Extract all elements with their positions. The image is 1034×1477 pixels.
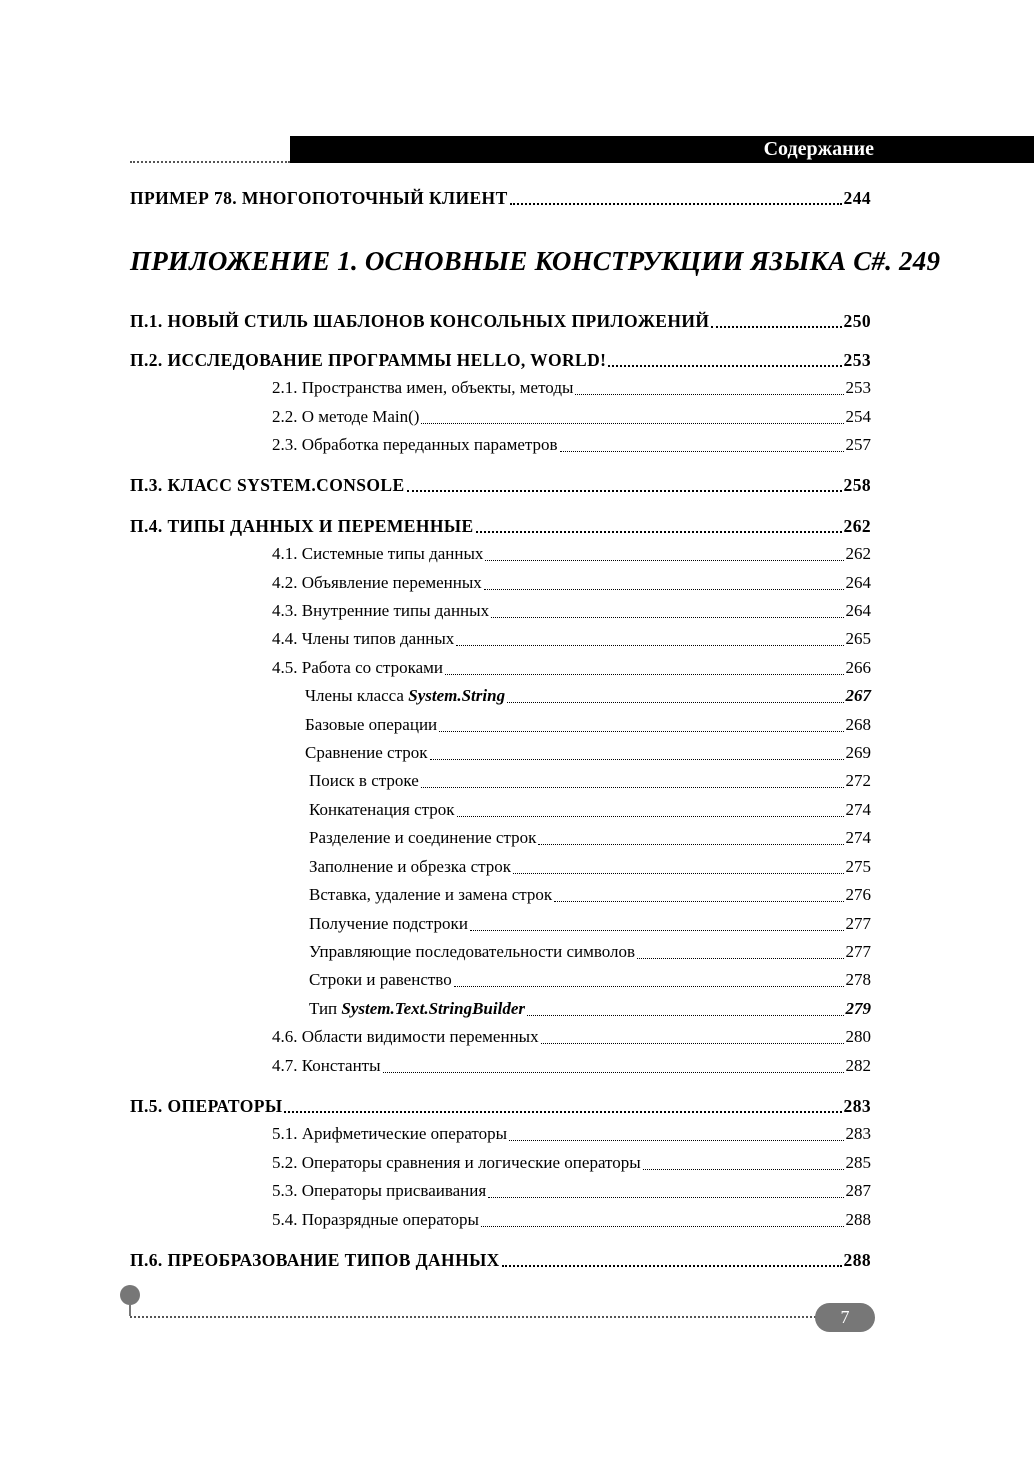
dot-leader	[481, 1226, 844, 1227]
toc-entry-title: 2.1. Пространства имен, объекты, методы	[272, 378, 574, 397]
toc-entry-page: 265	[845, 629, 871, 648]
toc-entry-title: 4.4. Члены типов данных	[272, 629, 455, 648]
dot-leader	[430, 759, 844, 760]
toc-entry-4-4[interactable]	[272, 626, 871, 650]
toc-entry-4-7[interactable]	[272, 1053, 871, 1077]
toc-entry-p5[interactable]	[130, 1093, 871, 1117]
dot-leader	[457, 816, 844, 817]
toc-entry-page: 283	[843, 1096, 871, 1116]
toc-entry-title: Поиск в строке	[309, 771, 419, 790]
footer-tick-ornament	[129, 1305, 131, 1316]
toc-entry-p6[interactable]	[130, 1247, 871, 1271]
page-number: 7	[815, 1303, 875, 1332]
toc-entry-title: П.1. НОВЫЙ СТИЛЬ ШАБЛОНОВ КОНСОЛЬНЫХ ПРИЛОЖЕНИЙ	[130, 311, 710, 331]
toc-entry-page: 268	[845, 715, 871, 734]
dot-leader	[643, 1169, 844, 1170]
toc-entry-page: 279	[845, 999, 871, 1018]
toc-entry-p3[interactable]	[130, 472, 871, 496]
dot-leader	[454, 986, 844, 987]
dot-leader	[502, 1265, 842, 1267]
toc-entry-page: 267	[845, 686, 871, 705]
toc-entry-title: 5.2. Операторы сравнения и логические операторы	[272, 1153, 641, 1172]
toc-entry-p2[interactable]	[130, 347, 871, 371]
dot-leader	[445, 674, 844, 675]
toc-entry-page: 282	[845, 1056, 871, 1075]
toc-entry-konkatenaciya[interactable]	[309, 797, 871, 821]
toc-entry-title: Вставка, удаление и замена строк	[309, 885, 553, 904]
toc-entry-title: 4.7. Константы	[272, 1056, 381, 1075]
toc-entry-title: П.2. ИССЛЕДОВАНИЕ ПРОГРАММЫ HELLO, WORLD!	[130, 350, 607, 370]
dot-leader	[284, 1111, 841, 1113]
toc-entry-title: П.6. ПРЕОБРАЗОВАНИЕ ТИПОВ ДАННЫХ	[130, 1250, 500, 1270]
toc-entry-title: 4.2. Объявление переменных	[272, 573, 482, 592]
toc-entry-title: П.5. ОПЕРАТОРЫ	[130, 1096, 283, 1116]
toc-entry-title: Базовые операции	[305, 715, 438, 734]
footer-circle-ornament	[120, 1285, 140, 1305]
toc-entry-page: 262	[845, 544, 871, 563]
toc-entry-title: Заполнение и обрезка строк	[309, 857, 512, 876]
dot-leader	[575, 394, 843, 395]
dot-leader	[484, 589, 844, 590]
toc-entry-title: Разделение и соединение строк	[309, 828, 537, 847]
toc-entry-title: П.3. КЛАСС SYSTEM.CONSOLE	[130, 475, 405, 495]
dot-leader	[560, 451, 844, 452]
toc-entry-page: 269	[845, 743, 871, 762]
toc-entry-2-3[interactable]	[272, 432, 871, 456]
dot-leader	[608, 365, 841, 367]
toc-entry-razdelenie[interactable]	[309, 825, 871, 849]
toc-entry-4-6[interactable]	[272, 1024, 871, 1048]
toc-entry-4-5[interactable]	[272, 655, 871, 679]
running-header-title: Содержание	[763, 138, 874, 160]
dot-leader	[538, 844, 843, 845]
toc-entry-title: 4.5. Работа со строками	[272, 658, 443, 677]
toc-entry-page: 272	[845, 771, 871, 790]
toc-entry-title	[309, 998, 525, 1020]
toc-entry-title	[305, 685, 505, 707]
toc-entry-stringbuilder[interactable]	[309, 996, 871, 1020]
toc-entry-zapolnenie[interactable]	[309, 854, 871, 878]
toc-entry-ravenstvo[interactable]	[309, 967, 871, 991]
toc-entry-page: 264	[845, 601, 871, 620]
dot-leader	[470, 930, 844, 931]
toc-entry-title: Сравнение строк	[305, 743, 428, 762]
toc-entry-title: 2.3. Обработка переданных параметров	[272, 435, 558, 454]
toc-entry-title: Конкатенация строк	[309, 800, 455, 819]
toc-entry-5-3[interactable]	[272, 1178, 871, 1202]
toc-entry-page: 262	[843, 516, 871, 536]
dot-leader	[507, 702, 843, 703]
toc-entry-primer-78[interactable]	[130, 185, 871, 209]
toc-entry-title: Получение подстроки	[309, 914, 468, 933]
dot-leader	[383, 1072, 844, 1073]
footer-dotted-rule	[130, 1316, 820, 1318]
toc-entry-5-2[interactable]	[272, 1150, 871, 1174]
toc-entry-4-2[interactable]	[272, 570, 871, 594]
dot-leader	[637, 958, 843, 959]
toc-entry-bazovye-operacii[interactable]	[305, 712, 871, 736]
dot-leader	[476, 531, 842, 533]
toc-entry-page: 287	[845, 1181, 871, 1200]
toc-entry-page: 254	[845, 407, 871, 426]
toc-entry-page: 283	[845, 1124, 871, 1143]
toc-entry-page: 264	[845, 573, 871, 592]
toc-entry-page: 288	[845, 1210, 871, 1229]
dot-leader	[421, 787, 844, 788]
toc-entry-title: 5.4. Поразрядные операторы	[272, 1210, 479, 1229]
toc-entry-page: 250	[843, 311, 871, 331]
toc-entry-title-emphasis: System.Text.StringBuilder	[341, 999, 525, 1018]
dot-leader	[513, 873, 843, 874]
toc-entry-title-prefix: Тип	[309, 999, 342, 1018]
toc-entry-upravlyayushchie[interactable]	[309, 939, 871, 963]
toc-entry-title: Строки и равенство	[309, 970, 452, 989]
toc-entry-page: 285	[845, 1153, 871, 1172]
dot-leader	[407, 490, 842, 492]
toc-entry-title-prefix: Члены класса	[305, 686, 409, 705]
toc-entry-title: 4.6. Области видимости переменных	[272, 1027, 539, 1046]
toc-entry-title: 5.3. Операторы присваивания	[272, 1181, 487, 1200]
toc-entry-5-1[interactable]	[272, 1121, 871, 1145]
toc-entry-2-2[interactable]	[272, 404, 871, 428]
toc-entry-title: 2.2. О методе Main()	[272, 407, 420, 426]
toc-entry-title: Управляющие последовательности символов	[309, 942, 636, 961]
toc-entry-page: 288	[843, 1250, 871, 1270]
dot-leader	[456, 645, 843, 646]
toc-entry-title: П.4. ТИПЫ ДАННЫХ И ПЕРЕМЕННЫЕ	[130, 516, 474, 536]
toc-entry-page: 274	[845, 828, 871, 847]
dot-leader	[527, 1015, 844, 1016]
dot-leader	[509, 1140, 843, 1141]
toc-entry-page: 274	[845, 800, 871, 819]
toc-entry-title-emphasis: System.String	[408, 686, 506, 705]
toc-entry-title: ПРИМЕР 78. МНОГОПОТОЧНЫЙ КЛИЕНТ	[130, 188, 508, 208]
toc-entry-system-string[interactable]	[305, 683, 871, 707]
dot-leader	[554, 901, 843, 902]
dot-leader	[491, 617, 843, 618]
toc-entry-page: 278	[845, 970, 871, 989]
toc-entry-4-3[interactable]	[272, 598, 871, 622]
dot-leader	[711, 326, 841, 328]
toc-entry-page: 277	[845, 942, 871, 961]
toc-entry-page: 244	[843, 188, 871, 208]
toc-entry-title: 4.3. Внутренние типы данных	[272, 601, 490, 620]
toc-entry-page: 266	[845, 658, 871, 677]
toc-entry-page: 277	[845, 914, 871, 933]
dot-leader	[488, 1197, 843, 1198]
dot-leader	[485, 560, 843, 561]
toc-entry-sravnenie-strok[interactable]	[305, 740, 871, 764]
toc-entry-page: 253	[843, 350, 871, 370]
dot-leader	[541, 1043, 844, 1044]
toc-entry-page: 258	[843, 475, 871, 495]
toc-entry-page: 275	[845, 857, 871, 876]
toc-entry-p1[interactable]	[130, 308, 871, 332]
toc-entry-4-1[interactable]	[272, 541, 871, 565]
toc-entry-2-1[interactable]	[272, 375, 871, 399]
toc-entry-vstavka[interactable]	[309, 882, 871, 906]
toc-entry-p4[interactable]	[130, 513, 871, 537]
toc-entry-title: 4.1. Системные типы данных	[272, 544, 484, 563]
dot-leader	[421, 423, 843, 424]
toc-entry-5-4[interactable]	[272, 1207, 871, 1231]
toc-entry-page: 257	[845, 435, 871, 454]
dot-leader	[510, 203, 842, 205]
toc-entry-page: 280	[845, 1027, 871, 1046]
toc-entry-title: 5.1. Арифметические операторы	[272, 1124, 508, 1143]
toc-entry-page: 276	[845, 885, 871, 904]
dot-leader	[439, 731, 843, 732]
toc-entry-podstroka[interactable]	[309, 911, 871, 935]
toc-entry-poisk-v-stroke[interactable]	[309, 768, 871, 792]
toc-entry-page: 253	[845, 378, 871, 397]
appendix-heading[interactable]: ПРИЛОЖЕНИЕ 1. ОСНОВНЫЕ КОНСТРУКЦИИ ЯЗЫКА C#. 249	[130, 246, 941, 276]
